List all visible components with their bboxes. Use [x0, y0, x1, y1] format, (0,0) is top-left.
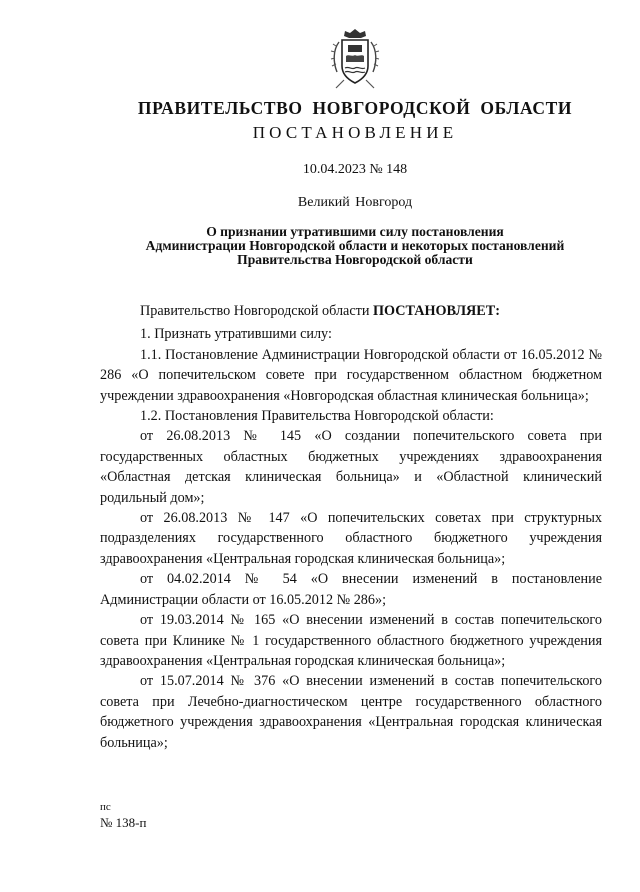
coat-of-arms-icon: [330, 28, 380, 90]
resolves-keyword: ПОСТАНОВЛЯЕТ:: [372, 303, 500, 319]
government-title: ПРАВИТЕЛЬСТВО НОВГОРОДСКОЙ ОБЛАСТИ: [137, 98, 573, 118]
document-subject: [100, 225, 610, 267]
subject-line: О признании утратившими силу постановления: [206, 224, 504, 239]
body-paragraph: 1. Признать утратившими силу:: [140, 326, 332, 343]
body-paragraph: от 04.02.2014 № 54 «О внесении изменений в постановление Администрации области от 16.05.2012 № 286»;: [100, 571, 602, 608]
body-paragraph: 1.2. Постановления Правительства Новгородской области:: [140, 408, 494, 425]
footer-number: № 138-п: [100, 815, 147, 830]
document-city: Великий Новгород: [297, 195, 413, 210]
document-type: ПОСТАНОВЛЕНИЕ: [252, 123, 458, 142]
body-paragraph: от 26.08.2013 № 147 «О попечительских советах при структурных подразделениях государственного областного бюджетного учреждения здравоохранения «Центральная городская клиническая больница»;: [100, 510, 602, 567]
document-body: [100, 301, 602, 753]
footer-reference: [100, 800, 146, 830]
footer-initials: пс: [100, 801, 111, 813]
document-date-number: 10.04.2023 № 148: [302, 162, 408, 177]
subject-line: Администрации Новгородской области и некоторых постановлений: [145, 238, 565, 253]
subject-line: Правительства Новгородской области: [237, 252, 473, 267]
body-paragraph: от 26.08.2013 № 145 «О создании попечительского совета при государственных областных бюджетных учреждениях здравоохранения «Областная детская клиническая больница» и «Областной клинический родильный дом»;: [100, 428, 602, 506]
body-paragraph: от 15.07.2014 № 376 «О внесении изменений в состав попечительского совета при Лечебно-диагностическом центре государственного областного бюджетного учреждения здравоохранения «Центральная городская клиническая больница»;: [100, 673, 602, 751]
body-paragraph: от 19.03.2014 № 165 «О внесении изменений в состав попечительского совета при Клинике № 1 государственного областного бюджетного учреждения здравоохранения «Центральная городская клиническая больница»;: [100, 612, 602, 669]
intro-paragraph: Правительство Новгородской области ПОСТАНОВЛЯЕТ:: [140, 303, 500, 319]
body-paragraph: 1.1. Постановление Администрации Новгородской области от 16.05.2012 № 286 «О попечительском совете при государственном областном бюджетном учреждении здравоохранения «Новгородская областная клиническая больница»;: [100, 346, 602, 404]
